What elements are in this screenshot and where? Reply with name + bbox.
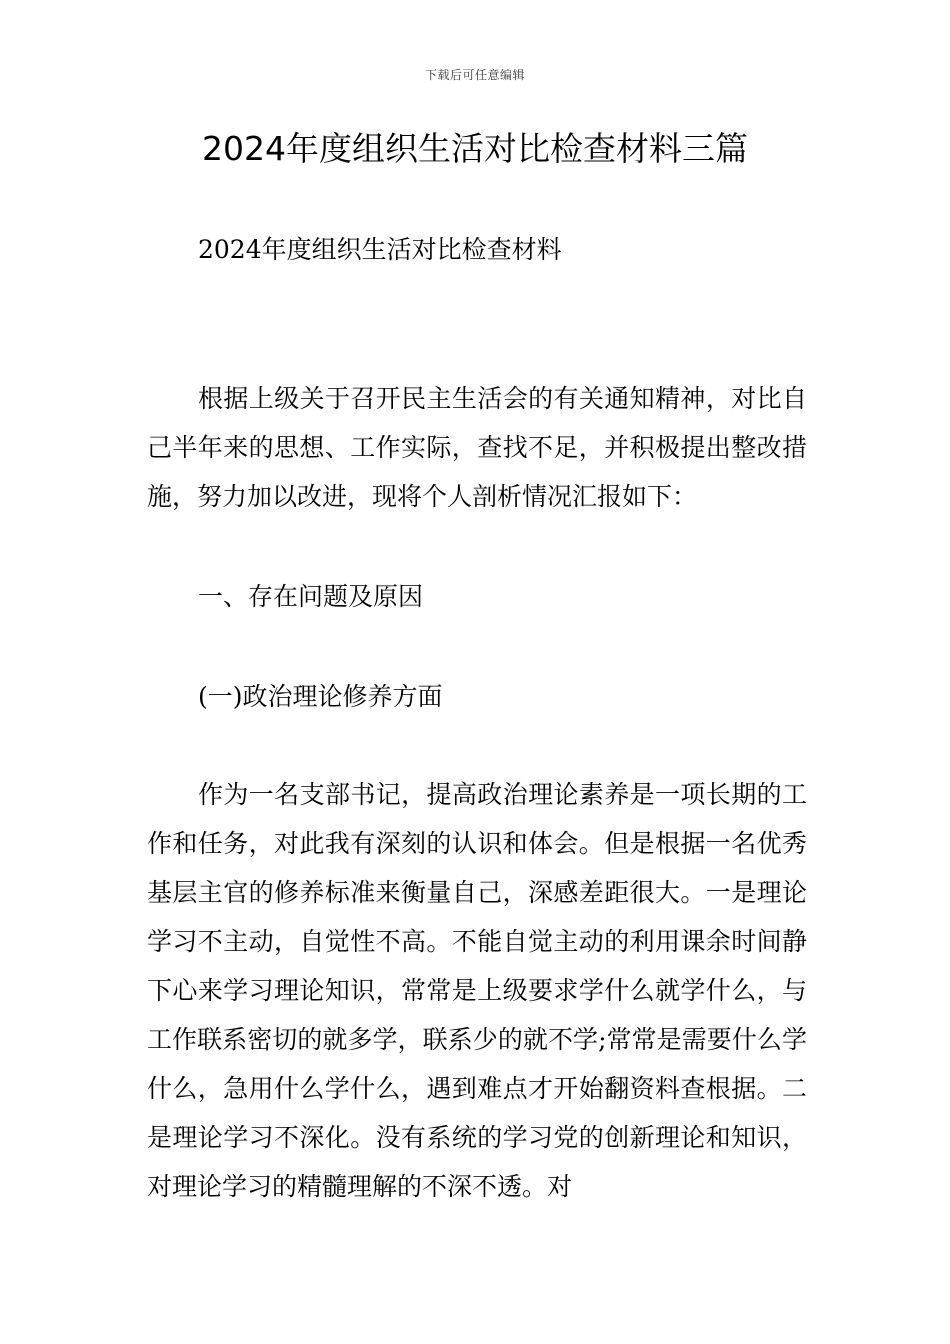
- document-title: 2024年度组织生活对比检查材料三篇: [202, 129, 748, 168]
- document-subtitle: 2024年度组织生活对比检查材料: [198, 235, 562, 264]
- section-heading: 一、存在问题及原因: [198, 582, 424, 611]
- header-note: 下载后可任意编辑: [424, 68, 525, 82]
- body-paragraph: 作为一名支部书记，提高政治理论素养是一项长期的工作和任务，对此我有深刻的认识和体会。但是根据一名优秀基层主官的修养标准来衡量自己，深感差距很大。一是理论学习不主动，自觉性不高。不能自觉主动的利用课余时间静下心来学习理论知识，常常是上级要求学什么就学什么，与工作联系密切的就多学，联系少的就不学;常常是需要什么学什么，急用什么学什么，遇到难点才开始翻资料查根据。二是理论学习不深化。没有系统的学习党的创新理论和知识，对理论学习的精髓理解的不深不透。对: [147, 780, 807, 1201]
- intro-paragraph: 根据上级关于召开民主生活会的有关通知精神，对比自己半年来的思想、工作实际，查找不足，并积极提出整改措施，努力加以改进，现将个人剖析情况汇报如下：: [147, 384, 807, 511]
- subsection-heading: (一)政治理论修养方面: [198, 682, 443, 711]
